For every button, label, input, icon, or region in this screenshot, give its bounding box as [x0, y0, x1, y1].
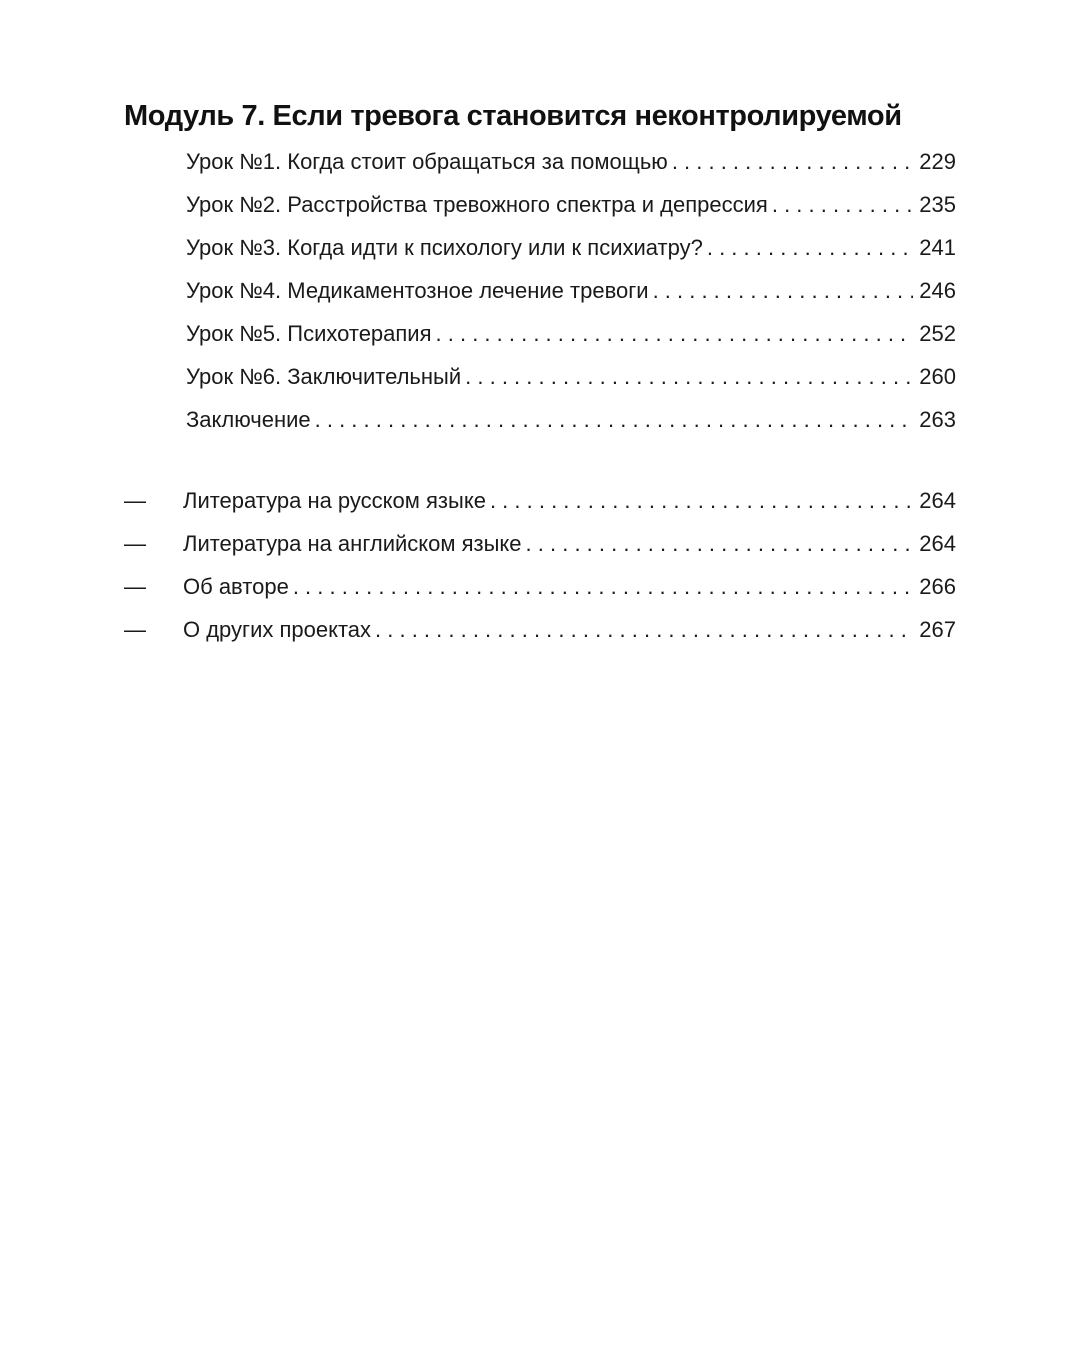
- toc-entry-lesson-1[interactable]: [186, 146, 956, 178]
- em-dash-bullet: —: [124, 488, 146, 513]
- dot-leader: [703, 232, 913, 264]
- toc-entry-lesson-6[interactable]: [186, 361, 956, 393]
- dot-leader: [649, 275, 914, 307]
- dot-leader: [768, 189, 913, 221]
- toc-page-number: 266: [919, 574, 956, 599]
- dot-leader: [522, 528, 914, 560]
- toc-page-number: 246: [919, 278, 956, 303]
- toc-entry-lesson-4[interactable]: [186, 275, 956, 307]
- toc-entry-label: О других проектах: [183, 617, 372, 642]
- toc-page-number: 235: [919, 192, 956, 217]
- dot-leader: [289, 571, 913, 603]
- toc-entry-lesson-5[interactable]: [186, 318, 956, 350]
- toc-page-number: 260: [919, 364, 956, 389]
- toc-entry-conclusion[interactable]: [186, 404, 956, 436]
- toc-entry-label: Урок №5. Психотерапия: [186, 321, 432, 346]
- toc-entry-label: Об авторе: [183, 574, 289, 599]
- toc-entry-label: Литература на русском языке: [183, 488, 486, 513]
- em-dash-bullet: —: [124, 531, 146, 556]
- toc-page-number: 264: [919, 488, 956, 513]
- toc-entry-lesson-3[interactable]: [186, 232, 956, 264]
- dot-leader: [668, 146, 913, 178]
- toc-page-number: 263: [919, 407, 956, 432]
- em-dash-bullet: —: [124, 617, 146, 642]
- toc-entry-lesson-2[interactable]: [186, 189, 956, 221]
- toc-page-number: 264: [919, 531, 956, 556]
- dot-leader: [486, 485, 913, 517]
- toc-entry-label: Заключение: [186, 407, 311, 432]
- toc-page-number: 229: [919, 149, 956, 174]
- dot-leader: [461, 361, 913, 393]
- toc-entry-label: Урок №4. Медикаментозное лечение тревоги: [186, 278, 649, 303]
- toc-entry-label: Урок №2. Расстройства тревожного спектра и депрессия: [186, 192, 768, 217]
- toc-entry-label: Литература на английском языке: [183, 531, 522, 556]
- toc-page-number: 267: [919, 617, 956, 642]
- toc-entry-label: Урок №3. Когда идти к психологу или к психиатру?: [186, 235, 703, 260]
- dot-leader: [432, 318, 914, 350]
- toc-page-number: 241: [919, 235, 956, 260]
- dot-leader: [371, 614, 913, 646]
- em-dash-bullet: —: [124, 574, 146, 599]
- dot-leader: [311, 404, 914, 436]
- toc-entry-label: Урок №1. Когда стоит обращаться за помощью: [186, 149, 668, 174]
- toc-page-number: 252: [919, 321, 956, 346]
- toc-entry-other-projects[interactable]: [124, 614, 956, 646]
- module-title: Модуль 7. Если тревога становится неконтролируемой: [124, 100, 902, 132]
- toc-entry-russian-literature[interactable]: [124, 485, 956, 517]
- toc-entry-english-literature[interactable]: [124, 528, 956, 560]
- toc-entry-label: Урок №6. Заключительный: [186, 364, 462, 389]
- toc-entry-about-author[interactable]: [124, 571, 956, 603]
